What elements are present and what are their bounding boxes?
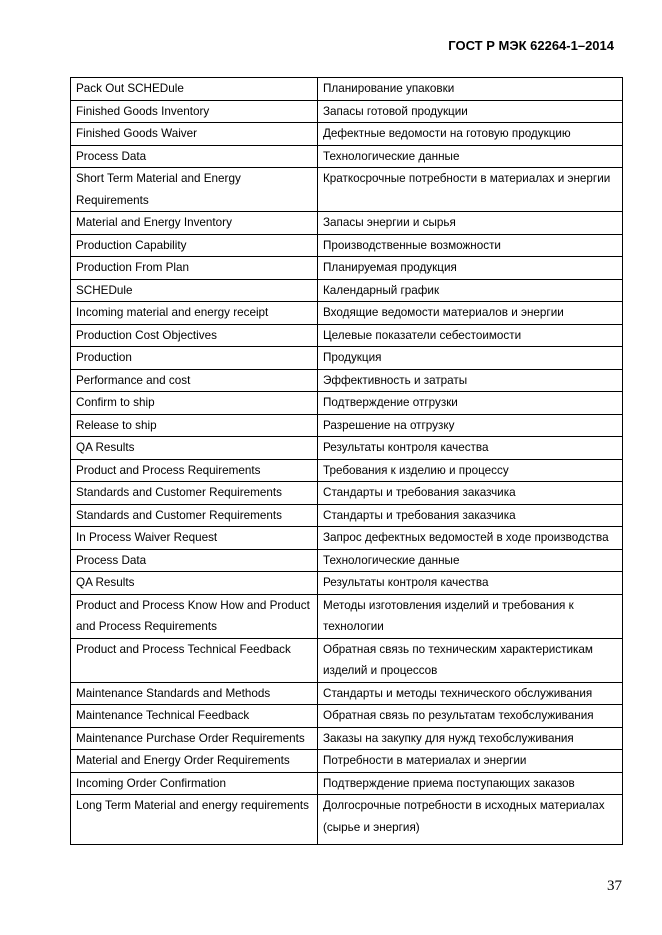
english-term-cell: Incoming Order Confirmation [71, 772, 318, 795]
table-row [71, 638, 623, 682]
table-row [71, 549, 623, 572]
table-row [71, 123, 623, 146]
english-term-cell: Maintenance Technical Feedback [71, 705, 318, 728]
table-row [71, 100, 623, 123]
table-row [71, 392, 623, 415]
table-row [71, 324, 623, 347]
russian-term-cell: Подтверждение приема поступающих заказов [318, 772, 623, 795]
russian-term-cell: Эффективность и затраты [318, 369, 623, 392]
table-row [71, 168, 623, 212]
english-term-cell: Production From Plan [71, 257, 318, 280]
russian-term-cell: Входящие ведомости материалов и энергии [318, 302, 623, 325]
english-term-cell: Standards and Customer Requirements [71, 504, 318, 527]
russian-term-cell: Планирование упаковки [318, 78, 623, 101]
english-term-cell: Finished Goods Inventory [71, 100, 318, 123]
russian-term-cell: Подтверждение отгрузки [318, 392, 623, 415]
table-row [71, 772, 623, 795]
table-row [71, 347, 623, 370]
russian-term-cell: Разрешение на отгрузку [318, 414, 623, 437]
table-row [71, 414, 623, 437]
english-term-cell: Short Term Material and Energy Requirements [71, 168, 318, 212]
english-term-cell: Maintenance Purchase Order Requirements [71, 727, 318, 750]
russian-term-cell: Результаты контроля качества [318, 572, 623, 595]
english-term-cell: Production Cost Objectives [71, 324, 318, 347]
russian-term-cell: Целевые показатели себестоимости [318, 324, 623, 347]
russian-term-cell: Дефектные ведомости на готовую продукцию [318, 123, 623, 146]
english-term-cell: Product and Process Technical Feedback [71, 638, 318, 682]
english-term-cell: Product and Process Know How and Product and Process Requirements [71, 594, 318, 638]
russian-term-cell: Запасы готовой продукции [318, 100, 623, 123]
table-row [71, 705, 623, 728]
document-header: ГОСТ Р МЭК 62264-1–2014 [448, 38, 614, 53]
english-term-cell: Incoming material and energy receipt [71, 302, 318, 325]
russian-term-cell: Требования к изделию и процессу [318, 459, 623, 482]
russian-term-cell: Долгосрочные потребности в исходных материалах (сырье и энергия) [318, 795, 623, 845]
table-row [71, 78, 623, 101]
table-row [71, 594, 623, 638]
russian-term-cell: Заказы на закупку для нужд техобслуживания [318, 727, 623, 750]
table-row [71, 279, 623, 302]
english-term-cell: Confirm to ship [71, 392, 318, 415]
terms-table-body [71, 78, 623, 845]
english-term-cell: Material and Energy Inventory [71, 212, 318, 235]
table-row [71, 682, 623, 705]
terms-table [70, 77, 623, 845]
english-term-cell: Finished Goods Waiver [71, 123, 318, 146]
table-row [71, 234, 623, 257]
english-term-cell: QA Results [71, 572, 318, 595]
russian-term-cell: Методы изготовления изделий и требования к технологии [318, 594, 623, 638]
table-row [71, 459, 623, 482]
table-row [71, 795, 623, 845]
russian-term-cell: Запрос дефектных ведомостей в ходе производства [318, 527, 623, 550]
english-term-cell: Pack Out SCHEDule [71, 78, 318, 101]
page-number: 37 [607, 878, 622, 894]
english-term-cell: Production Capability [71, 234, 318, 257]
russian-term-cell: Потребности в материалах и энергии [318, 750, 623, 773]
russian-term-cell: Обратная связь по результатам техобслуживания [318, 705, 623, 728]
table-row [71, 572, 623, 595]
russian-term-cell: Технологические данные [318, 549, 623, 572]
table-row [71, 212, 623, 235]
table-row [71, 145, 623, 168]
english-term-cell: Process Data [71, 549, 318, 572]
russian-term-cell: Календарный график [318, 279, 623, 302]
russian-term-cell: Стандарты и требования заказчика [318, 504, 623, 527]
english-term-cell: Long Term Material and energy requirements [71, 795, 318, 845]
table-row [71, 727, 623, 750]
russian-term-cell: Технологические данные [318, 145, 623, 168]
english-term-cell: Process Data [71, 145, 318, 168]
table-row [71, 750, 623, 773]
table-row [71, 257, 623, 280]
table-row [71, 482, 623, 505]
english-term-cell: Maintenance Standards and Methods [71, 682, 318, 705]
table-row [71, 369, 623, 392]
russian-term-cell: Продукция [318, 347, 623, 370]
table-row [71, 527, 623, 550]
english-term-cell: Material and Energy Order Requirements [71, 750, 318, 773]
english-term-cell: QA Results [71, 437, 318, 460]
english-term-cell: Release to ship [71, 414, 318, 437]
table-row [71, 302, 623, 325]
english-term-cell: SCHEDule [71, 279, 318, 302]
english-term-cell: Standards and Customer Requirements [71, 482, 318, 505]
english-term-cell: Performance and cost [71, 369, 318, 392]
russian-term-cell: Результаты контроля качества [318, 437, 623, 460]
russian-term-cell: Стандарты и требования заказчика [318, 482, 623, 505]
russian-term-cell: Краткосрочные потребности в материалах и энергии [318, 168, 623, 212]
russian-term-cell: Стандарты и методы технического обслуживания [318, 682, 623, 705]
table-row [71, 504, 623, 527]
english-term-cell: Production [71, 347, 318, 370]
russian-term-cell: Обратная связь по техническим характеристикам изделий и процессов [318, 638, 623, 682]
russian-term-cell: Производственные возможности [318, 234, 623, 257]
english-term-cell: Product and Process Requirements [71, 459, 318, 482]
russian-term-cell: Планируемая продукция [318, 257, 623, 280]
russian-term-cell: Запасы энергии и сырья [318, 212, 623, 235]
table-row [71, 437, 623, 460]
english-term-cell: In Process Waiver Request [71, 527, 318, 550]
